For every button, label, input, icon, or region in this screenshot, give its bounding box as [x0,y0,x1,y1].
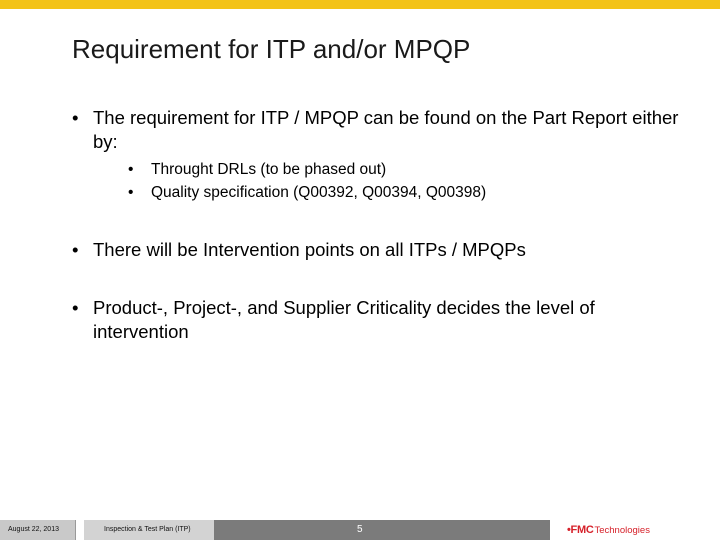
top-accent-bar [0,0,720,9]
page-number: 5 [357,524,363,535]
sub-bullet-item [128,181,682,204]
sub-bullet-text: Throught DRLs (to be phased out) [151,161,387,178]
logo-wordmark: Technologies [594,524,650,536]
footer-page-panel [214,520,550,540]
bullet-item [72,238,682,262]
bullet-text: Product-, Project-, and Supplier Criticality decides the level of intervention [93,297,595,342]
bullet-dot-icon: • [72,297,79,318]
footer-document-title: Inspection & Test Plan (ITP) [104,526,191,533]
sub-bullet-text: Quality specification (Q00392, Q00394, Q00398) [151,184,487,201]
slide-title: Requirement for ITP and/or MPQP [72,34,471,64]
footer-date: August 22, 2013 [8,526,59,533]
footer-divider [76,520,84,540]
bullet-dot-icon: • [128,161,134,178]
bullet-text: The requirement for ITP / MPQP can be found on the Part Report either by: [93,107,679,152]
slide-content [72,106,682,344]
logo-mark: •FMC [567,524,594,536]
bullet-dot-icon: • [72,239,79,260]
sub-bullet-item [128,158,682,181]
bullet-dot-icon: • [72,107,79,128]
sub-bullet-list [128,158,682,204]
company-logo [567,521,650,539]
bullet-dot-icon: • [128,184,134,201]
bullet-text: There will be Intervention points on all ITPs / MPQPs [93,239,526,260]
bullet-item [72,296,682,344]
bullet-item [72,106,682,154]
